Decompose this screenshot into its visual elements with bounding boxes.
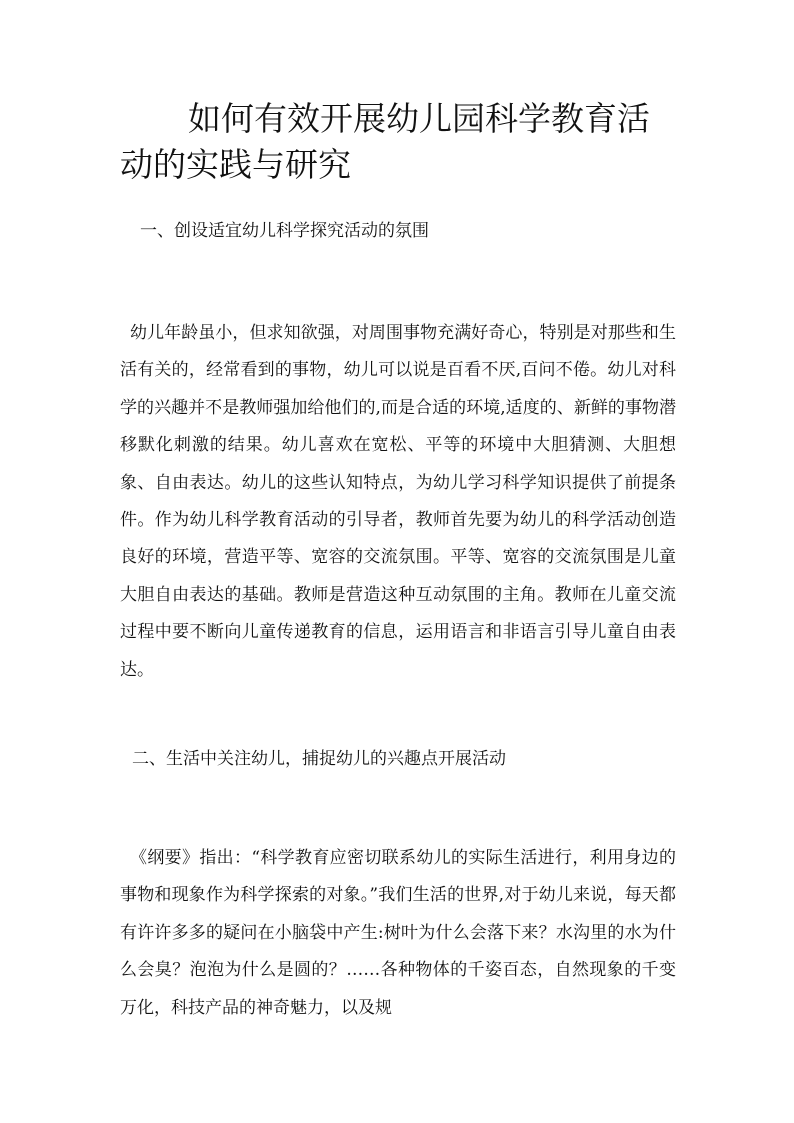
section-heading-1: 一、创设适宜幼儿科学探究活动的氛围 bbox=[140, 221, 429, 241]
section-paragraph-1: 幼儿年龄虽小，但求知欲强，对周围事物充满好奇心，特别是对那些和生活有关的，经常看到的事物，幼儿可以说是百看不厌,百问不倦。幼儿对科学的兴趣并不是教师强加给他们的,而是合适的环境,适度的、新鲜的事物潜移默化刺激的结果。幼儿喜欢在宽松、平等的环境中大胆猜测、大胆想象、自由表达。幼儿的这些认知特点，为幼儿学习科学知识提供了前提条件。作为幼儿科学教育活动的引导者，教师首先要为幼儿的科学活动创造良好的环境，营造平等、宽容的交流氛围。平等、宽容的交流氛围是儿童大胆自由表达的基础。教师是营造这种互动氛围的主角。教师在儿童交流过程中要不断向儿童传递教育的信息，运用语言和非语言引导儿童自由表达。 bbox=[120, 323, 676, 680]
section-heading-2: 二、生活中关注幼儿，捕捉幼儿的兴趣点开展活动 bbox=[132, 749, 506, 769]
document-title: 如何有效开展幼儿园科学教育活动的实践与研究 bbox=[120, 99, 650, 184]
section-paragraph-2: 《纲要》指出：“科学教育应密切联系幼儿的实际生活进行，利用身边的事物和现象作为科学探索的对象。”我们生活的世界,对于幼儿来说，每天都有许许多多的疑问在小脑袋中产生:树叶为什么会落下来？水沟里的水为什么会臭？泡泡为什么是圆的？……各种物体的千姿百态，自然现象的千变万化，科技产品的神奇魅力，以及规 bbox=[120, 848, 676, 1018]
